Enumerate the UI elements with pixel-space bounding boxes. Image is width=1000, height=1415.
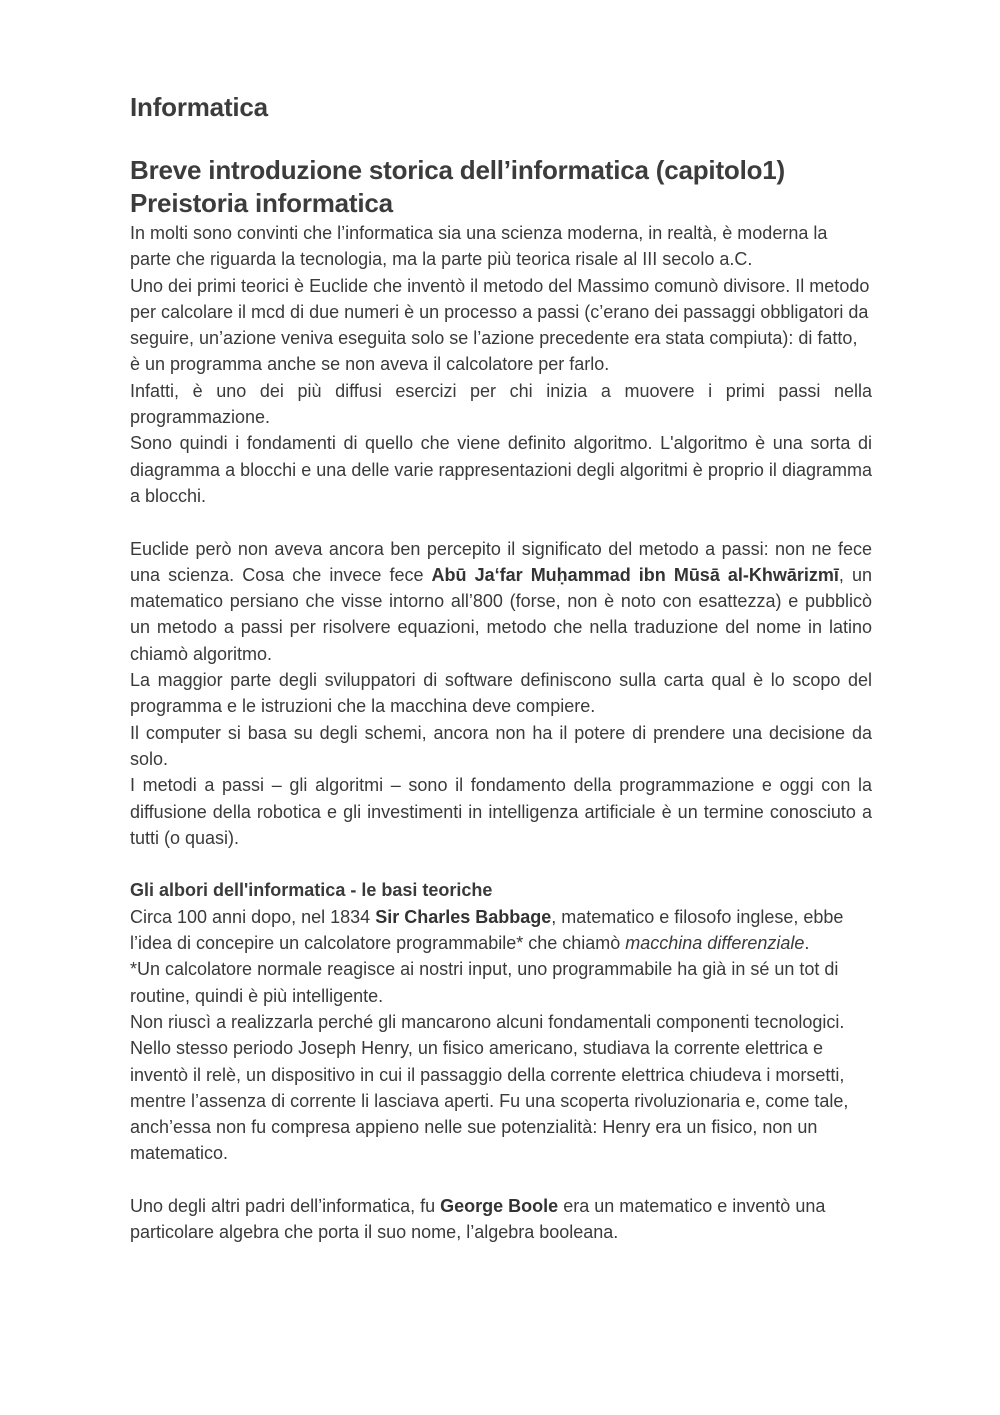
text-run: Uno degli altri padri dell’informatica, fu [130, 1195, 441, 1216]
paragraph-henry: Non riuscì a realizzarla perché gli mancarono alcuni fondamentali componenti tecnologici. Nello stesso periodo Joseph Henry, un fisico americano, studiava la corrente elettrica e inventò il relè, un dispositivo in cui il passaggio della corrente elettrica chiudeva i morsetti, mentre l’assenza di corrente li lasciava aperti. Fu una scoperta rivoluzionaria e, come tale, anch’essa non fu compresa appieno nelle sue potenzialità: Henry era un fisico, non un matematico. [130, 1011, 849, 1164]
section-heading-origins: Gli albori dell'informatica - le basi teoriche [130, 880, 493, 901]
bold-name-al-khwarizmi: Abū Ja‘far Muḥammad ibn Mūsā al-Khwārizmī [431, 564, 839, 585]
paragraph-intro-1: In molti sono convinti che l’informatica sia una scienza moderna, in realtà, è moderna la parte che riguarda la tecnologia, ma la parte più teorica risale al III secolo a.C. [130, 223, 828, 270]
document-title: Informatica [130, 92, 268, 122]
text-run: era un matematico e inventò una particolare algebra che porta il suo nome, l’algebra booleana. [130, 1195, 826, 1243]
paragraph-intro-4: Sono quindi i fondamenti di quello che viene definito algoritmo. L'algoritmo è una sorta di diagramma a blocchi e una delle varie rappresentazioni degli algoritmi è proprio il diagramma a blocchi. [130, 433, 872, 506]
paragraph-footnote: *Un calcolatore normale reagisce ai nostri input, uno programmabile ha già in sé un tot di routine, quindi è più intelligente. [130, 959, 839, 1006]
paragraph-spacer [130, 851, 872, 877]
paragraph-spacer [130, 509, 872, 535]
chapter-heading: Breve introduzione storica dell’informatica (capitolo1) [130, 155, 786, 185]
text-run: Euclide però non aveva ancora ben percepito il significato del metodo a passi: non ne fece una scienza. Cosa che invece fece [130, 538, 872, 585]
paragraph-boole [130, 1193, 872, 1246]
paragraph-developers: La maggior parte degli sviluppatori di software definiscono sulla carta qual è lo scopo del programma e le istruzioni che la macchina deve compiere. [130, 670, 872, 717]
paragraph-babbage [130, 904, 872, 957]
bold-name-boole: George Boole [440, 1195, 559, 1216]
text-run: , matematico e filosofo inglese, ebbe l’idea di concepire un calcolatore programmabile* che chiamò [130, 906, 844, 954]
paragraph-al-khwarizmi [130, 536, 872, 667]
paragraph-intro-3: Infatti, è uno dei più diffusi esercizi per chi inizia a muovere i primi passi nella programmazione. [130, 380, 872, 428]
text-run: Circa 100 anni dopo, nel 1834 [130, 906, 376, 927]
section-heading-prehistory: Preistoria informatica [130, 188, 393, 218]
paragraph-spacer [130, 1167, 872, 1193]
paragraph-computer: Il computer si basa su degli schemi, ancora non ha il potere di prendere una decisione da solo. [130, 722, 872, 769]
text-run: , un matematico persiano che visse intorno all’800 (forse, non è noto con esattezza) e pubblicò un metodo a passi per risolvere equazioni, metodo che nella traduzione del nome in latino chiamò algoritmo. [130, 564, 873, 664]
paragraph-methods: I metodi a passi – gli algoritmi – sono il fondamento della programmazione e oggi con la diffusione della robotica e gli investimenti in intelligenza artificiale è un termine conosciuto a tutti (o quasi). [130, 775, 872, 848]
text-run: . [804, 933, 810, 954]
paragraph-intro-2: Uno dei primi teorici è Euclide che inventò il metodo del Massimo comunò divisore. Il metodo per calcolare il mcd di due numeri è un processo a passi (c’erano dei passaggi obbligatori da seguire, un’azione veniva eseguita solo se l’azione precedente era stata compiuta): di fatto, è un programma anche se non aveva il calcolatore per farlo. [130, 275, 870, 375]
document-page [130, 88, 872, 1246]
italic-term-machine: macchina differenziale [625, 933, 805, 954]
bold-name-babbage: Sir Charles Babbage [375, 906, 552, 927]
